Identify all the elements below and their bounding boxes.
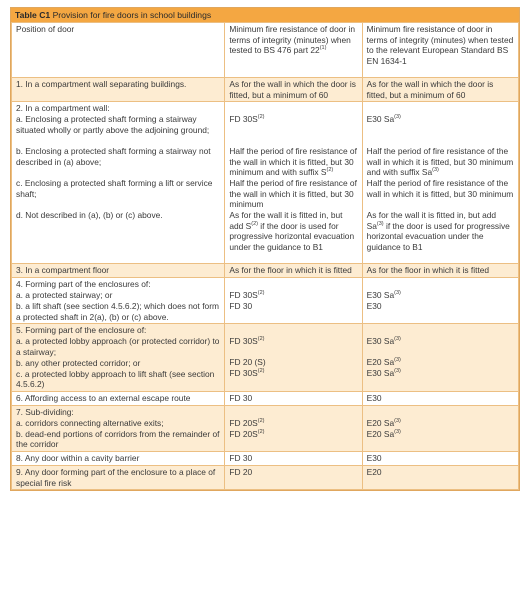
cell-line: FD $20S^{(2)}$ (229, 417, 265, 428)
cell-line (229, 103, 357, 114)
cell-position (12, 465, 225, 489)
cell-position (12, 405, 225, 451)
cell-line: c. Enclosing a protected shaft forming a lift or service shaft; (16, 178, 213, 199)
cell-line: b. Enclosing a protected shaft forming a stairway not described in (a) above; (16, 146, 211, 167)
cell-line: a. a protected stairway; or (16, 290, 113, 301)
header-position: Position of door (12, 23, 225, 78)
cell-line (229, 279, 357, 290)
cell-bs476 (225, 78, 362, 102)
cell-line: FD 20 (229, 466, 253, 477)
cell-line: As for the floor in which it is fitted (229, 265, 352, 276)
table-row (12, 264, 519, 278)
cell-line: 8. Any door within a cavity barrier (16, 452, 140, 463)
cell-line: E30 Sa$^{(3)}$ (366, 114, 401, 125)
cell-bs-en (362, 278, 518, 324)
cell-line (367, 407, 514, 418)
cell-bs-en (362, 391, 518, 405)
cell-line: 5. Forming part of the enclosure of: (16, 325, 147, 336)
cell-line: 9. Any door forming part of the enclosure to a place of special fire risk (16, 466, 216, 488)
cell-bs-en (362, 78, 518, 102)
cell-line: E30 (366, 392, 382, 403)
header-bs-en: Minimum fire resistance of door in terms of integrity (minutes) when tested to the relevant European Standard BS EN 1634-1 (362, 23, 518, 78)
cell-bs-en (362, 405, 518, 451)
cell-bs476 (225, 278, 362, 324)
cell-line: Half the period of fire resistance of the wall in which it is fitted, but 30 minimum and with suffix $S^{(2)}$ (229, 146, 357, 178)
cell-bs476 (225, 324, 362, 391)
cell-line: b. a lift shaft (see section 4.5.6.2); which does not form a protected shaft in 2(a), (b) or (c) above. (16, 301, 219, 322)
cell-position (12, 278, 225, 324)
cell-line (229, 325, 357, 336)
cell-line: FD 30 (229, 301, 253, 312)
cell-line: E20 (366, 466, 382, 477)
cell-line: E20 Sa$^{(3)}$ (366, 357, 401, 368)
cell-position (12, 264, 225, 278)
cell-line (367, 325, 514, 336)
cell-line (367, 279, 514, 290)
fire-doors-table (11, 22, 519, 490)
cell-line: 3. In a compartment floor (16, 265, 110, 276)
cell-bs476 (225, 391, 362, 405)
table-row (12, 78, 519, 102)
cell-line (367, 103, 514, 114)
cell-line: 7. Sub-dividing: (16, 406, 74, 417)
cell-line (229, 407, 357, 418)
cell-position (12, 102, 225, 264)
cell-line: As for the wall it is fitted in, but add $S^{(2)}$ if the door is used for progressive horizontal evacuation under the guidance to B1 (229, 210, 355, 252)
cell-position (12, 391, 225, 405)
cell-bs476 (225, 264, 362, 278)
cell-line: FD $30S^{(2)}$ (229, 290, 265, 301)
cell-bs-en (362, 324, 518, 391)
cell-line: d. Not described in (a), (b) or (c) above. (16, 210, 163, 221)
header-bs476: Minimum fire resistance of door in terms of integrity (minutes) when tested to BS 476 part 22$^{(1)}$ (225, 23, 362, 78)
cell-line: FD $30S^{(2)}$ (229, 114, 265, 125)
cell-bs476 (225, 102, 362, 264)
cell-bs476 (225, 451, 362, 465)
cell-line: FD $30S^{(2)}$ (229, 336, 265, 347)
table-row (12, 102, 519, 264)
cell-line: E20 Sa$^{(3)}$ (366, 428, 401, 439)
table-row (12, 324, 519, 391)
cell-line: b. dead-end portions of corridors from the remainder of the corridor (16, 428, 220, 450)
cell-position (12, 78, 225, 102)
cell-line: Half the period of fire resistance of the wall in which it is fitted, but 30 minimum (366, 178, 514, 199)
cell-line: FD 30 (229, 452, 253, 463)
cell-line: E30 (366, 452, 382, 463)
cell-line: As for the wall in which the door is fitted, but a minimum of 60 (229, 79, 356, 100)
table-header-row (12, 23, 519, 78)
cell-line: E30 Sa$^{(3)}$ (366, 368, 401, 379)
cell-line: As for the wall in which the door is fitted, but a minimum of 60 (366, 79, 494, 100)
cell-line: 4. Forming part of the enclosures of: (16, 279, 151, 290)
table-row (12, 278, 519, 324)
table-caption: Provision for fire doors in school buildings (52, 10, 212, 20)
cell-line: E20 Sa$^{(3)}$ (366, 417, 401, 428)
cell-line: FD $20S^{(2)}$ (229, 428, 265, 439)
cell-line: 6. Affording access to an external escape route (16, 392, 191, 403)
cell-line: Half the period of fire resistance of the wall in which it is fitted, but 30 minimum and with suffix Sa$^{(3)}$ (366, 146, 514, 178)
cell-line: c. a protected lobby approach to lift shaft (see section 4.5.6.2) (16, 368, 215, 390)
cell-line: a. Enclosing a protected shaft forming a stairway situated wholly or partly above the adjoining ground; (16, 114, 210, 135)
cell-line: a. corridors connecting alternative exits; (16, 417, 164, 428)
table-title (11, 8, 519, 22)
cell-position (12, 324, 225, 391)
cell-line: FD $30S^{(2)}$ (229, 368, 265, 379)
cell-line: b. any other protected corridor; or (16, 357, 141, 368)
table-row (12, 391, 519, 405)
cell-line: 1. In a compartment wall separating buildings. (16, 79, 187, 89)
cell-bs-en (362, 264, 518, 278)
cell-position (12, 451, 225, 465)
fire-doors-table-panel (10, 7, 520, 491)
cell-bs476 (225, 465, 362, 489)
cell-bs-en (362, 102, 518, 264)
cell-bs476 (225, 405, 362, 451)
table-row (12, 405, 519, 451)
cell-line: 2. In a compartment wall: (16, 103, 110, 114)
cell-line: As for the wall it is fitted in, but add Sa$^{(3)}$ if the door is used for progressive horizontal evacuation under the guidance to B1 (366, 210, 510, 252)
cell-line: FD 30 (229, 392, 253, 403)
table-row (12, 465, 519, 489)
cell-line: As for the floor in which it is fitted (366, 265, 490, 276)
cell-bs-en (362, 451, 518, 465)
cell-line: E30 (366, 301, 382, 312)
cell-line: Half the period of fire resistance of the wall in which it is fitted, but 30 minimum (229, 178, 357, 210)
table-row (12, 451, 519, 465)
cell-line: a. a protected lobby approach (or protected corridor) to a stairway; (16, 336, 220, 357)
cell-line: E30 Sa$^{(3)}$ (366, 290, 401, 301)
cell-line: E30 Sa$^{(3)}$ (366, 336, 401, 347)
table-number: Table C1 (15, 10, 51, 20)
cell-bs-en (362, 465, 518, 489)
cell-line: FD 20 (S) (229, 357, 266, 368)
